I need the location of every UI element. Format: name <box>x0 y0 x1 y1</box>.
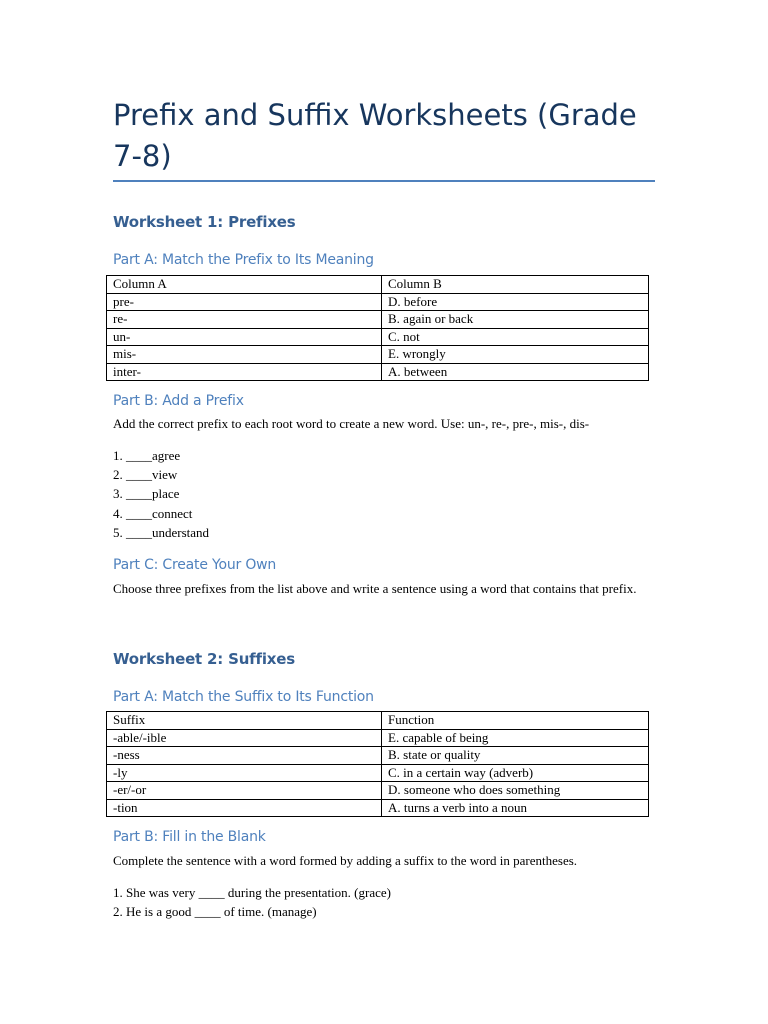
table-cell: D. someone who does something <box>382 782 649 800</box>
document-title: Prefix and Suffix Worksheets (Grade 7-8) <box>113 98 637 173</box>
table-cell: E. wrongly <box>382 346 649 364</box>
ws1-part-c-heading: Part C: Create Your Own <box>113 557 277 573</box>
table-row <box>107 311 649 329</box>
table-cell: Function <box>382 712 649 730</box>
table-header-row <box>107 276 649 294</box>
ws2-part-b-instruction: Complete the sentence with a word formed by adding a suffix to the word in parentheses. <box>113 853 578 868</box>
prefix-match-table <box>106 275 649 381</box>
table-cell: pre- <box>107 293 382 311</box>
table-cell: A. turns a verb into a noun <box>382 799 649 817</box>
ws1-part-b-instruction: Add the correct prefix to each root word to create a new word. Use: un-, re-, pre-, mis-, dis- <box>113 416 590 431</box>
table-cell: B. state or quality <box>382 747 649 765</box>
table-cell: E. capable of being <box>382 729 649 747</box>
table-cell: un- <box>107 328 382 346</box>
suffix-exercise-list <box>113 883 391 921</box>
table-row <box>107 747 649 765</box>
table-cell: Column B <box>382 276 649 294</box>
table-header-row <box>107 712 649 730</box>
ws1-part-a-heading: Part A: Match the Prefix to Its Meaning <box>113 252 374 268</box>
table-row <box>107 346 649 364</box>
list-item: 3. ____place <box>113 486 180 502</box>
table-cell: re- <box>107 311 382 329</box>
ws2-part-a-heading: Part A: Match the Suffix to Its Function <box>113 689 374 705</box>
table-cell: C. in a certain way (adverb) <box>382 764 649 782</box>
title-underline <box>113 180 655 182</box>
table-cell: -tion <box>107 799 382 817</box>
list-item: 5. ____understand <box>113 524 210 540</box>
list-item: 1. ____agree <box>113 448 181 463</box>
table-cell: B. again or back <box>382 311 649 329</box>
ws1-part-c-instruction: Choose three prefixes from the list above and write a sentence using a word that contains that prefix. <box>113 581 637 596</box>
suffix-match-table <box>106 711 649 817</box>
table-row <box>107 729 649 747</box>
list-item: 2. ____view <box>113 467 178 483</box>
table-cell: Column A <box>107 276 382 294</box>
prefix-exercise-list <box>113 446 209 542</box>
table-cell: -able/-ible <box>107 729 382 747</box>
table-row <box>107 293 649 311</box>
list-item: 1. She was very ____ during the presentation. (grace) <box>113 885 391 900</box>
table-row <box>107 363 649 381</box>
table-row <box>107 799 649 817</box>
table-cell: C. not <box>382 328 649 346</box>
worksheet-1-heading: Worksheet 1: Prefixes <box>113 213 296 231</box>
ws1-part-b-heading: Part B: Add a Prefix <box>113 393 244 409</box>
table-cell: mis- <box>107 346 382 364</box>
table-cell: -er/-or <box>107 782 382 800</box>
table-cell: Suffix <box>107 712 382 730</box>
table-row <box>107 328 649 346</box>
table-cell: -ly <box>107 764 382 782</box>
table-row <box>107 764 649 782</box>
table-cell: inter- <box>107 363 382 381</box>
table-cell: D. before <box>382 293 649 311</box>
table-cell: A. between <box>382 363 649 381</box>
ws2-part-b-heading: Part B: Fill in the Blank <box>113 829 266 845</box>
list-item: 2. He is a good ____ of time. (manage) <box>113 904 317 920</box>
table-row <box>107 782 649 800</box>
worksheet-2-heading: Worksheet 2: Suffixes <box>113 650 295 668</box>
list-item: 4. ____connect <box>113 505 193 521</box>
table-cell: -ness <box>107 747 382 765</box>
